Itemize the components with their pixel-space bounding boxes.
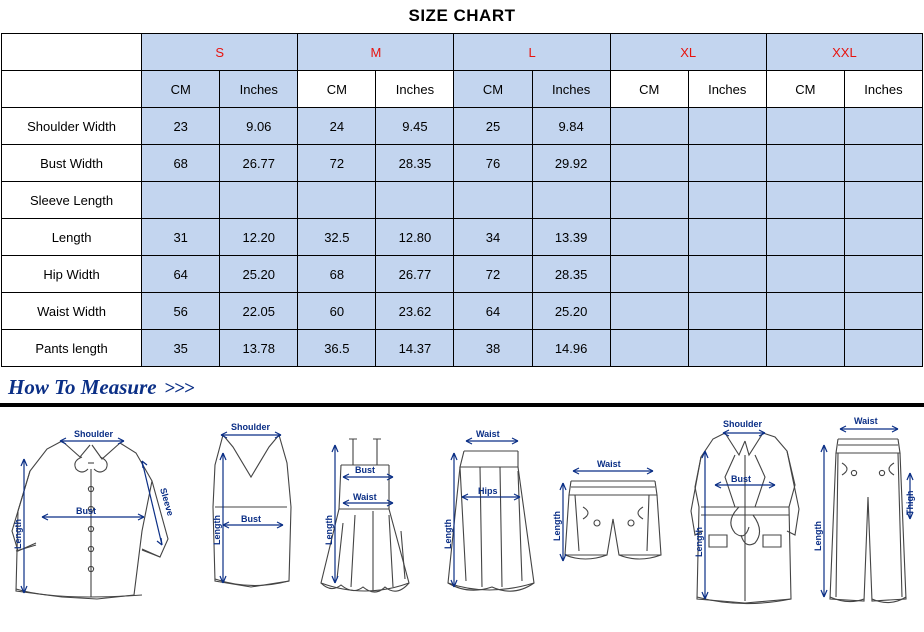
cell: 64 [142, 256, 220, 293]
cell [610, 108, 688, 145]
cell [610, 330, 688, 367]
label-shoulder: Shoulder [231, 422, 271, 432]
cell: 29.92 [532, 145, 610, 182]
label-waist: Waist [853, 416, 878, 426]
cell: 24 [298, 108, 376, 145]
cell [688, 108, 766, 145]
cell [844, 293, 922, 330]
size-chart-table [1, 33, 923, 367]
cell: 13.39 [532, 219, 610, 256]
row-label: Bust Width [2, 145, 142, 182]
cell [844, 108, 922, 145]
cell: 23.62 [376, 293, 454, 330]
cell: 9.06 [220, 108, 298, 145]
cell: 22.05 [220, 293, 298, 330]
cell [454, 182, 532, 219]
unit-cell-s-cm: CM [142, 71, 220, 108]
label-bust: Bust [241, 514, 262, 524]
cell [220, 182, 298, 219]
cell: 9.45 [376, 108, 454, 145]
cell: 72 [298, 145, 376, 182]
label-hips: Hips [477, 486, 498, 496]
cell: 23 [142, 108, 220, 145]
cell: 34 [454, 219, 532, 256]
cell [844, 145, 922, 182]
cell: 28.35 [376, 145, 454, 182]
cell [766, 219, 844, 256]
cell [688, 145, 766, 182]
unit-cell-l-cm: CM [454, 71, 532, 108]
size-header-xl: XL [610, 34, 766, 71]
cell [610, 256, 688, 293]
cell [688, 219, 766, 256]
cell [610, 293, 688, 330]
size-header-m: M [298, 34, 454, 71]
unit-cell-l-in: Inches [532, 71, 610, 108]
cell: 64 [454, 293, 532, 330]
label-waist: Waist [352, 492, 377, 502]
cell: 14.96 [532, 330, 610, 367]
label-length: Length [693, 527, 704, 557]
cell: 68 [142, 145, 220, 182]
cell: 35 [142, 330, 220, 367]
label-length: Length [212, 515, 223, 545]
how-to-measure-header [0, 373, 924, 403]
label-sleeve: Sleeve [158, 486, 176, 517]
row-label: Waist Width [2, 293, 142, 330]
cell: 9.84 [532, 108, 610, 145]
label-length: Length [323, 515, 334, 545]
label-thigh: Thigh [904, 490, 915, 515]
unit-row-corner [2, 71, 142, 108]
how-to-measure-title: How To Measure [8, 375, 157, 399]
cell: 38 [454, 330, 532, 367]
label-waist: Waist [475, 429, 500, 439]
cell: 68 [298, 256, 376, 293]
cell: 28.35 [532, 256, 610, 293]
label-bust: Bust [76, 506, 96, 516]
cell [142, 182, 220, 219]
cell [766, 145, 844, 182]
cell [844, 256, 922, 293]
table-corner-cell [2, 34, 142, 71]
label-length: Length [812, 521, 823, 551]
cell [766, 330, 844, 367]
cell [610, 182, 688, 219]
cell [766, 293, 844, 330]
label-length: Length [552, 511, 563, 541]
cell [688, 256, 766, 293]
cell: 12.80 [376, 219, 454, 256]
row-label: Sleeve Length [2, 182, 142, 219]
how-to-measure-section [0, 373, 924, 607]
row-label: Shoulder Width [2, 108, 142, 145]
cell [844, 219, 922, 256]
figure-shorts [549, 411, 677, 607]
cell: 25.20 [220, 256, 298, 293]
table-row [2, 219, 923, 256]
cell: 26.77 [376, 256, 454, 293]
unit-cell-xxl-cm: CM [766, 71, 844, 108]
cell [688, 293, 766, 330]
table-row-units [2, 71, 923, 108]
cell [766, 256, 844, 293]
row-label: Length [2, 219, 142, 256]
unit-cell-m-cm: CM [298, 71, 376, 108]
cell [532, 182, 610, 219]
cell [844, 330, 922, 367]
table-row [2, 256, 923, 293]
cell: 26.77 [220, 145, 298, 182]
figure-trousers [812, 411, 922, 607]
cell [610, 219, 688, 256]
cell: 76 [454, 145, 532, 182]
table-row [2, 330, 923, 367]
table-row [2, 293, 923, 330]
cell [688, 182, 766, 219]
size-header-xxl: XXL [766, 34, 922, 71]
cell: 60 [298, 293, 376, 330]
unit-cell-xl-in: Inches [688, 71, 766, 108]
label-length: Length [13, 519, 23, 549]
cell [298, 182, 376, 219]
size-header-l: L [454, 34, 610, 71]
cell: 12.20 [220, 219, 298, 256]
cell: 72 [454, 256, 532, 293]
size-header-s: S [142, 34, 298, 71]
figure-trench-coat [679, 411, 811, 607]
cell: 36.5 [298, 330, 376, 367]
table-row [2, 145, 923, 182]
row-label: Pants length [2, 330, 142, 367]
label-waist: Waist [597, 459, 621, 469]
unit-cell-s-in: Inches [220, 71, 298, 108]
cell: 56 [142, 293, 220, 330]
table-row-sizes [2, 34, 923, 71]
cell: 13.78 [220, 330, 298, 367]
cell: 14.37 [376, 330, 454, 367]
label-shoulder: Shoulder [74, 429, 114, 439]
cell [376, 182, 454, 219]
measure-figures [0, 407, 924, 607]
label-shoulder: Shoulder [722, 419, 762, 429]
figure-skirt [436, 411, 548, 607]
cell [766, 182, 844, 219]
cell: 25 [454, 108, 532, 145]
unit-cell-xl-cm: CM [610, 71, 688, 108]
label-length: Length [442, 519, 453, 549]
table-row [2, 182, 923, 219]
row-label: Hip Width [2, 256, 142, 293]
unit-cell-xxl-in: Inches [844, 71, 922, 108]
label-bust: Bust [354, 465, 375, 475]
cell [844, 182, 922, 219]
label-bust: Bust [730, 474, 751, 484]
cell: 25.20 [532, 293, 610, 330]
figure-blouse [2, 411, 192, 607]
unit-cell-m-in: Inches [376, 71, 454, 108]
cell [766, 108, 844, 145]
figure-tank-top [193, 411, 313, 607]
figure-pinafore-dress [315, 411, 435, 607]
cell [688, 330, 766, 367]
page-title: SIZE CHART [408, 6, 516, 25]
cell [610, 145, 688, 182]
table-row [2, 108, 923, 145]
cell: 32.5 [298, 219, 376, 256]
chevron-right-triple-icon: >>> [164, 378, 195, 399]
cell: 31 [142, 219, 220, 256]
